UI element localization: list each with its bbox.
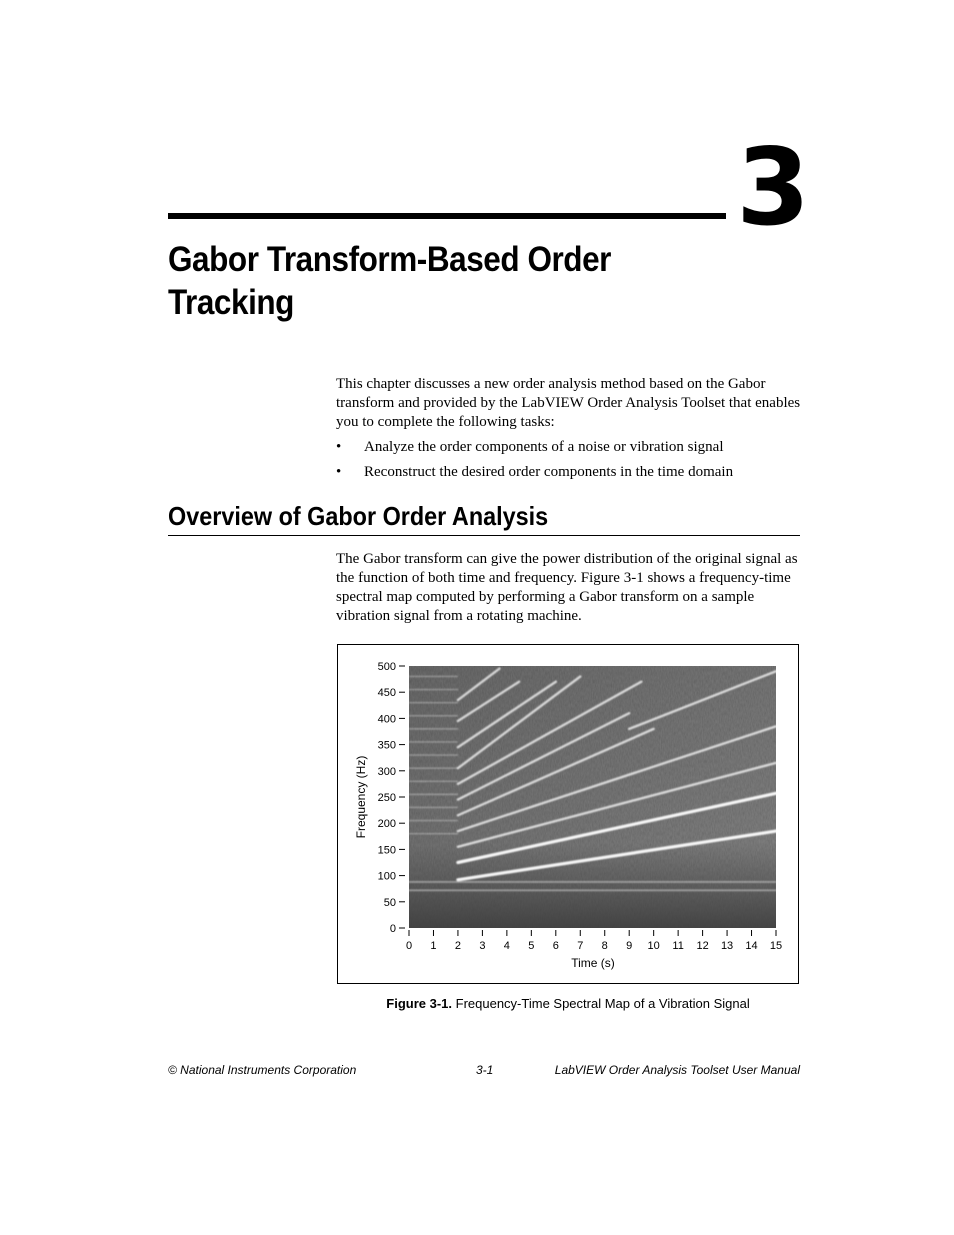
chapter-title (168, 238, 672, 324)
y-tick-label: 250 (377, 792, 396, 804)
y-tick-label: 450 (377, 687, 396, 700)
x-tick-label: 4 (503, 940, 510, 952)
x-tick-label: 3 (479, 940, 486, 952)
y-tick-label: 500 (377, 661, 396, 673)
x-tick-label: 15 (769, 940, 783, 952)
x-tick-label: 9 (626, 940, 633, 952)
section-rule (168, 535, 800, 536)
chapter-title-line-1: Gabor Transform-Based Order (168, 240, 611, 279)
bullet-text: Reconstruct the desired order components in the time domain (364, 464, 734, 480)
x-tick-label: 12 (696, 940, 709, 952)
bullet-text: Analyze the order components of a noise or vibration signal (364, 439, 724, 455)
x-tick-label: 5 (528, 940, 535, 952)
section-heading: Overview of Gabor Order Analysis (168, 501, 549, 531)
x-axis-label: Time (s) (571, 956, 615, 970)
y-tick-label: 50 (383, 896, 396, 909)
x-tick-label: 0 (405, 940, 413, 952)
y-tick-label: 0 (389, 923, 396, 935)
y-tick-label: 300 (377, 765, 396, 778)
caption-text: Frequency-Time Spectral Map of a Vibration Signal (455, 996, 750, 1011)
chapter-rule (168, 213, 726, 219)
y-axis-label: Frequency (Hz) (354, 755, 368, 839)
x-tick-label: 11 (672, 940, 684, 952)
chapter-number: 3 (736, 126, 808, 249)
x-tick-label: 6 (552, 940, 559, 952)
x-tick-label: 1 (430, 940, 437, 952)
footer-page-number: 3-1 (476, 1063, 494, 1077)
bullet-symbol: • (336, 439, 342, 455)
spectral-map-chart (337, 644, 799, 984)
x-tick-label: 10 (647, 940, 660, 952)
y-tick-label: 200 (377, 818, 396, 831)
figure-caption (336, 995, 800, 1013)
x-tick-label: 14 (745, 940, 758, 952)
chapter-title-line-2: Tracking (168, 283, 294, 322)
intro-paragraph: This chapter discusses a new order analysis method based on the Gabor transform and provided by the LabVIEW Order Analysis Toolset that enables you to complete the following tasks: (336, 376, 801, 430)
x-tick-label: 13 (720, 940, 734, 952)
y-tick-label: 150 (377, 844, 396, 857)
x-tick-label: 7 (577, 940, 584, 952)
footer-manual-title: LabVIEW Order Analysis Toolset User Manual (554, 1063, 800, 1077)
overview-paragraph: The Gabor transform can give the power distribution of the original signal as the function of both time and frequency. Figure 3-1 shows a frequency-time spectral map computed by performing a Gabor transform on a sample vibration signal from a rotating machine. (336, 551, 798, 624)
y-tick-label: 400 (377, 713, 396, 726)
y-tick-label: 350 (377, 739, 396, 752)
x-tick-label: 8 (601, 940, 608, 952)
bullet-symbol: • (336, 464, 342, 480)
y-tick-label: 100 (377, 870, 396, 883)
caption-label: Figure 3-1. (386, 996, 453, 1011)
footer-copyright: © National Instruments Corporation (168, 1063, 357, 1077)
x-tick-label: 2 (454, 940, 461, 952)
